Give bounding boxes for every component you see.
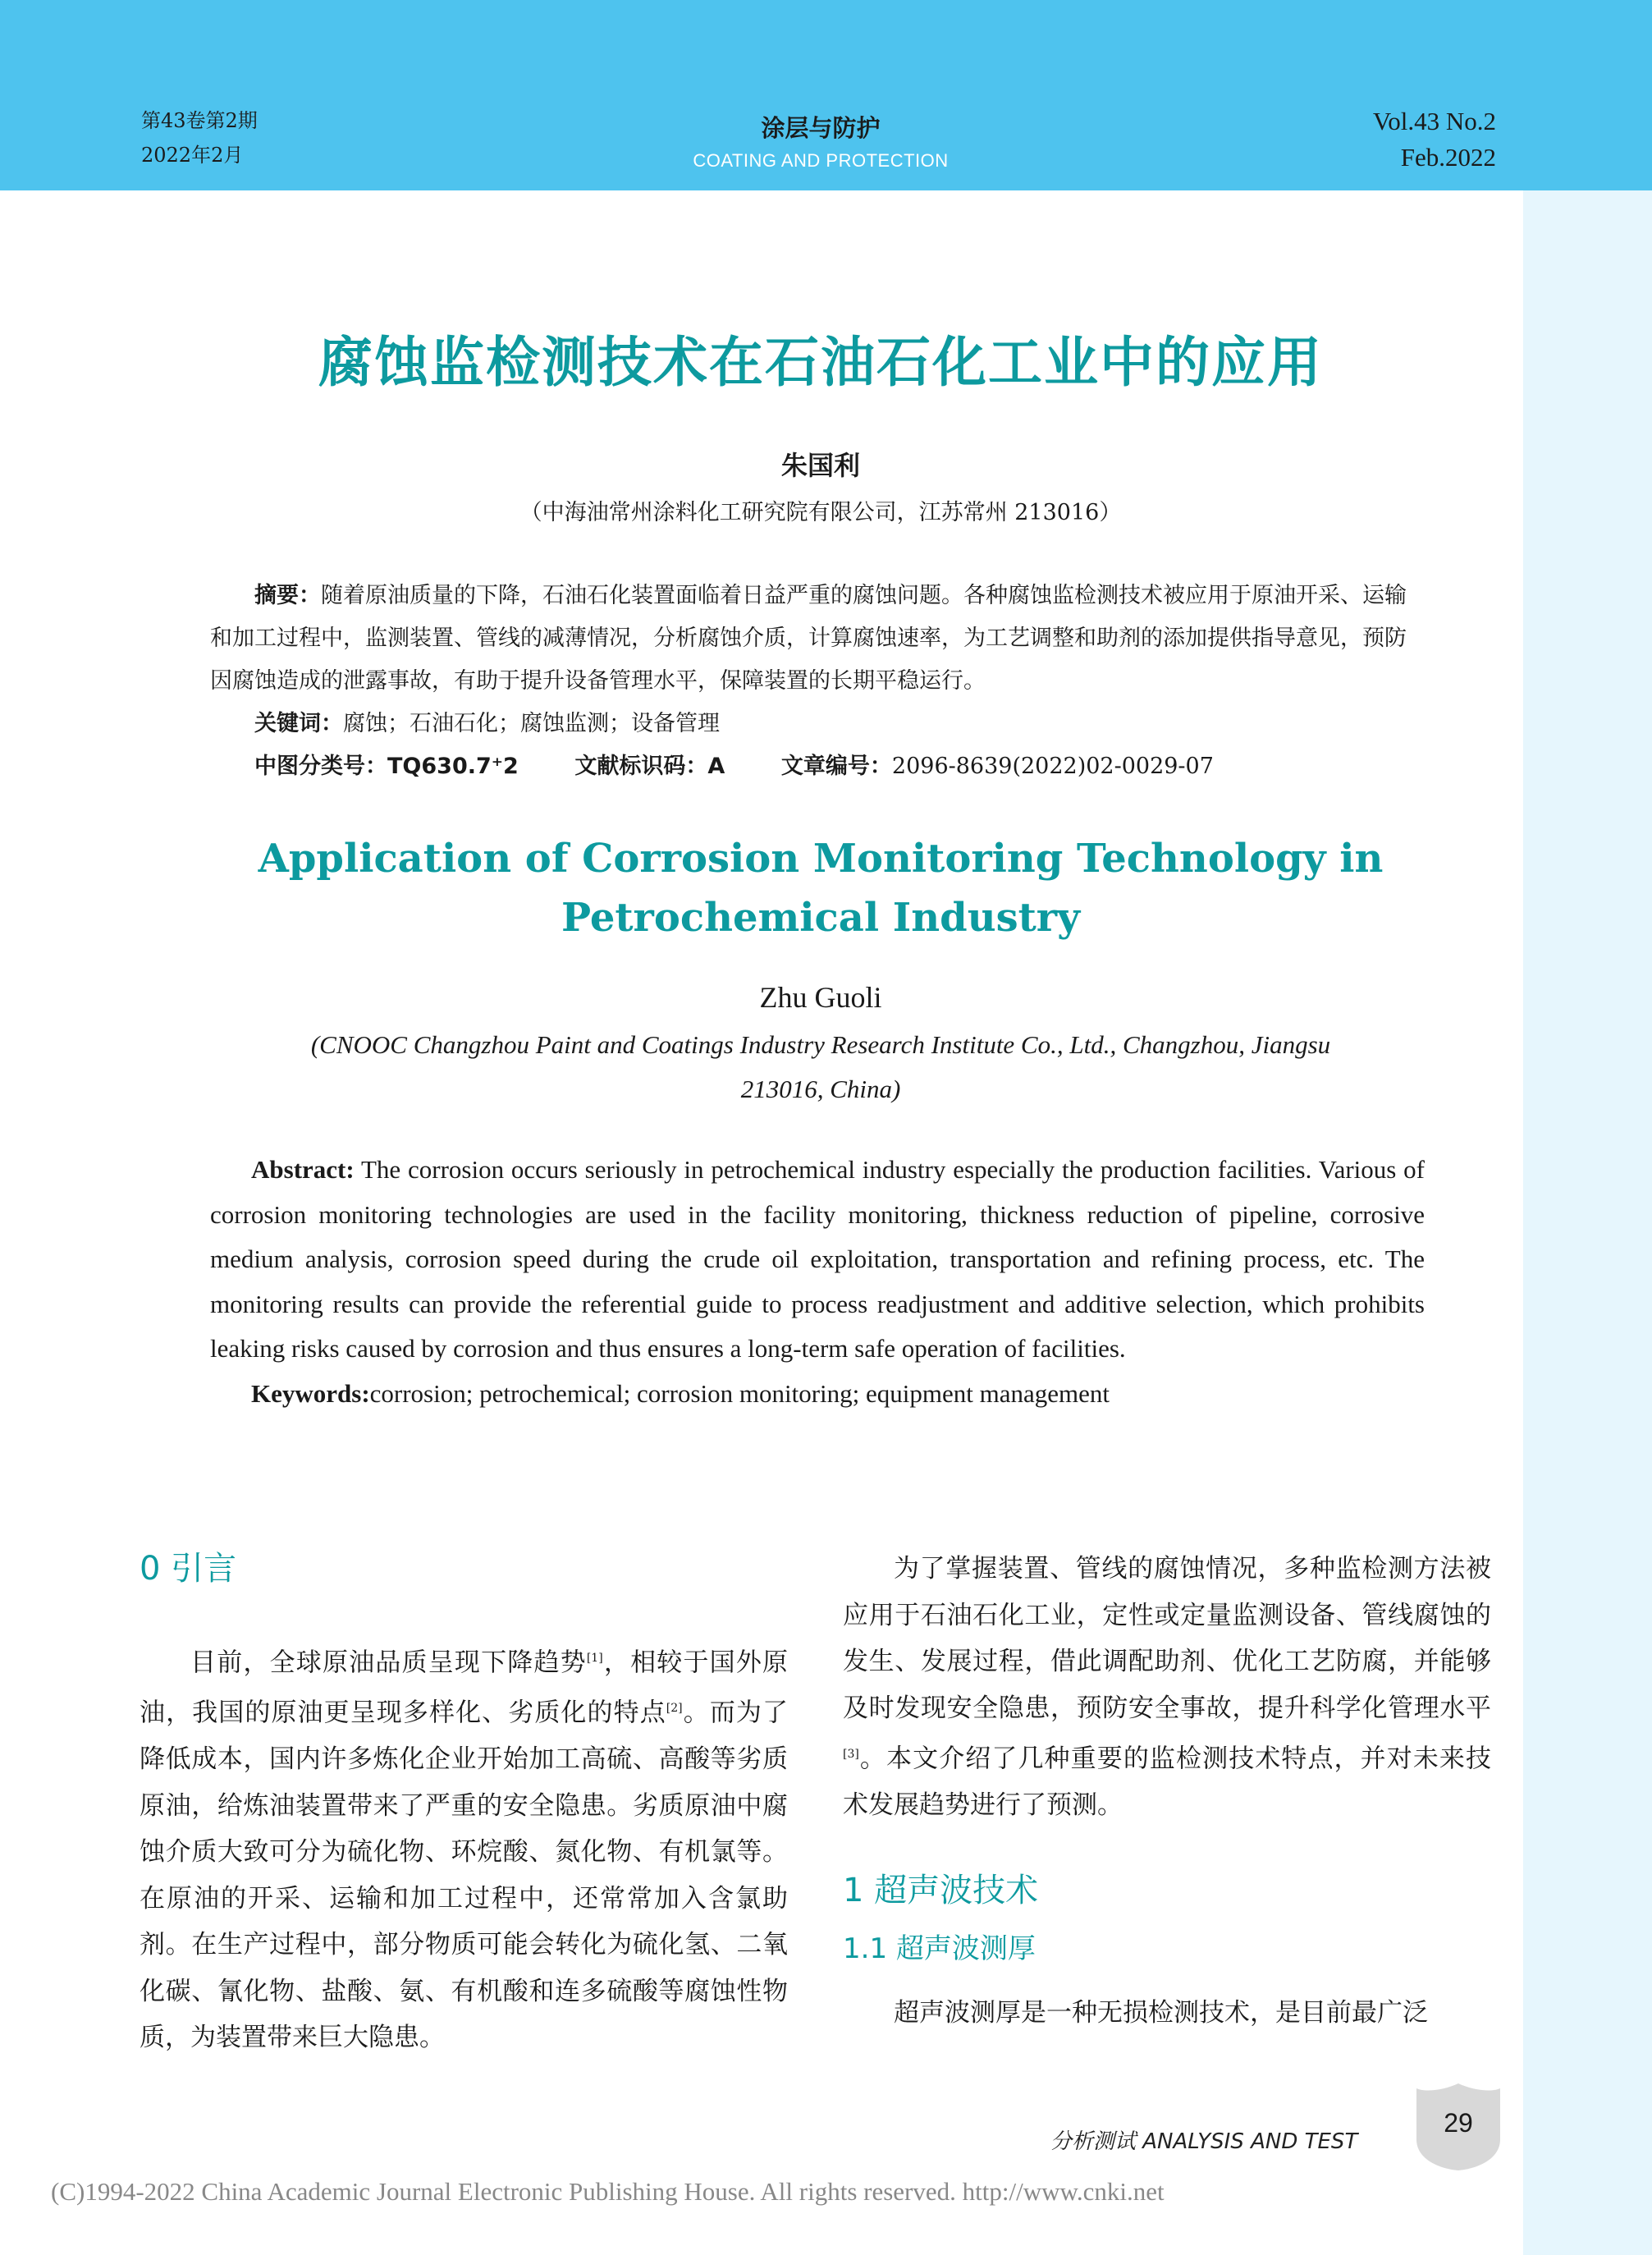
section-heading-introduction: 0 引言 <box>140 1550 237 1588</box>
affiliation-en <box>222 1023 1420 1111</box>
footer-section-label: 分析测试 ANALYSIS AND TEST <box>1050 2129 1358 2154</box>
journal-name-en: COATING AND PROTECTION <box>693 150 949 171</box>
date-en: Feb.2022 <box>1400 143 1496 172</box>
article-title-cn: 腐蚀监检测技术在石油石化工业中的应用 <box>318 330 1323 394</box>
author-cn: 朱国利 <box>780 450 860 481</box>
affiliation-cn: （中海油常州涂料化工研究院有限公司，江苏常州 213016） <box>519 500 1122 525</box>
affiliation-en-line2: 213016, China) <box>740 1075 901 1103</box>
author-en: Zhu Guoli <box>759 981 882 1014</box>
paragraph-ultrasonic-thickness: 超声波测厚是一种无损检测技术，是目前最广泛 <box>894 1998 1428 2028</box>
volume-en: Vol.43 No.2 <box>1372 107 1496 135</box>
journal-name-cn: 涂层与防护 <box>761 114 881 142</box>
keywords-cn-text: 腐蚀；石油石化；腐蚀监测；设备管理 <box>343 711 720 736</box>
citation-2[interactable]: [2] <box>666 1702 683 1716</box>
body-column-left <box>140 1546 788 2061</box>
doc-code-value: A <box>707 754 725 779</box>
keywords-en <box>210 1372 1425 1417</box>
clc-value: TQ630.7⁺2 <box>387 754 519 779</box>
keywords-en-text: corrosion; petrochemical; corrosion monitoring; equipment management <box>369 1378 1110 1408</box>
abstract-en-text: The corrosion occurs seriously in petrochemical industry especially the production facilities. Various of corrosion monitoring technologies are used in the facility monitoring, thickness reduction of pipeline, corrosive medium analysis, corrosion speed during the crude oil exploitation, transportation and refining process, etc. The monitoring results can provide the referential guide to process readjustment and additive selection, which prohibits leaking risks caused by corrosion and thus ensures a long-term safe operation of facilities. <box>210 1155 1425 1363</box>
copyright-notice: (C)1994-2022 China Academic Journal Electronic Publishing House. All rights reserved. http://www.cnki.net <box>51 2177 1165 2206</box>
abstract-cn <box>210 575 1425 788</box>
keywords-cn-label: 关键词： <box>254 711 343 736</box>
keywords-en-label: Keywords: <box>251 1378 370 1408</box>
date-cn: 2022年2月 <box>141 144 244 167</box>
doc-code-label: 文献标识码： <box>574 754 708 779</box>
journal-name <box>574 110 1067 172</box>
clc-label: 中图分类号： <box>254 754 387 779</box>
issue-info-en <box>1373 103 1496 176</box>
article-title-en-line2: Petrochemical Industry <box>561 895 1080 941</box>
paragraph-methods-overview: 为了掌握装置、管线的腐蚀情况，多种监检测方法被应用于石油石化工业，定性或定量监测设备、管线腐蚀的发生、发展过程，借此调配助剂、优化工艺防腐，并能够及时发现安全隐患，预防安全事故，提升科学化管理水平[3]。本文介绍了几种重要的监检测技术特点，并对未来技术发展趋势进行了预测。 <box>843 1554 1491 1820</box>
classification-line <box>210 745 1425 788</box>
article-no-label: 文章编号： <box>780 754 892 779</box>
section-heading-ultrasonic: 1 超声波技术 <box>843 1872 1039 1910</box>
issue-info-cn <box>141 103 258 172</box>
page-number: 29 <box>1444 2108 1473 2138</box>
abstract-en <box>210 1148 1425 1416</box>
abstract-cn-label: 摘要： <box>254 583 321 608</box>
abstract-en-body <box>210 1148 1425 1372</box>
body-column-right <box>843 1546 1491 2037</box>
article-title-en <box>123 829 1518 947</box>
article-no-value: 2096-8639(2022)02-0029-07 <box>891 754 1214 779</box>
abstract-cn-text: 随着原油质量的下降，石油石化装置面临着日益严重的腐蚀问题。各种腐蚀监检测技术被应用于原油开采、运输和加工过程中，监测装置、管线的减薄情况，分析腐蚀介质，计算腐蚀速率，为工艺调整和助剂的添加提供指导意见，预防因腐蚀造成的泄露事故，有助于提升设备管理水平，保障装置的长期平稳运行。 <box>210 583 1407 694</box>
abstract-en-label: Abstract: <box>251 1155 355 1184</box>
affiliation-en-line1: (CNOOC Changzhou Paint and Coatings Industry Research Institute Co., Ltd., Changzhou, Jiangsu <box>310 1030 1331 1059</box>
article-title-en-line1: Application of Corrosion Monitoring Technology in <box>258 836 1384 882</box>
abstract-cn-body <box>210 575 1425 703</box>
keywords-cn <box>210 703 1425 745</box>
citation-1[interactable]: [1] <box>586 1651 603 1665</box>
volume-cn: 第43卷第2期 <box>141 109 258 132</box>
subsection-heading-ultrasonic-thickness: 1.1 超声波测厚 <box>843 1932 1036 1965</box>
margin-strip <box>1523 190 1652 2255</box>
paragraph-introduction: 目前，全球原油品质呈现下降趋势[1]，相较于国外原油，我国的原油更呈现多样化、劣质化的特点[2]。而为了降低成本，国内许多炼化企业开始加工高硫、高酸等劣质原油，给炼油装置带来了严重的安全隐患。劣质原油中腐蚀介质大致可分为硫化物、环烷酸、氮化物、有机氯等。在原油的开采、运输和加工过程中，还常常加入含氯助剂。在生产过程中，部分物质可能会转化为硫化氢、二氧化碳、氰化物、盐酸、氨、有机酸和连多硫酸等腐蚀性物质，为装置带来巨大隐患。 <box>140 1647 789 2053</box>
citation-3[interactable]: [3] <box>843 1748 859 1761</box>
